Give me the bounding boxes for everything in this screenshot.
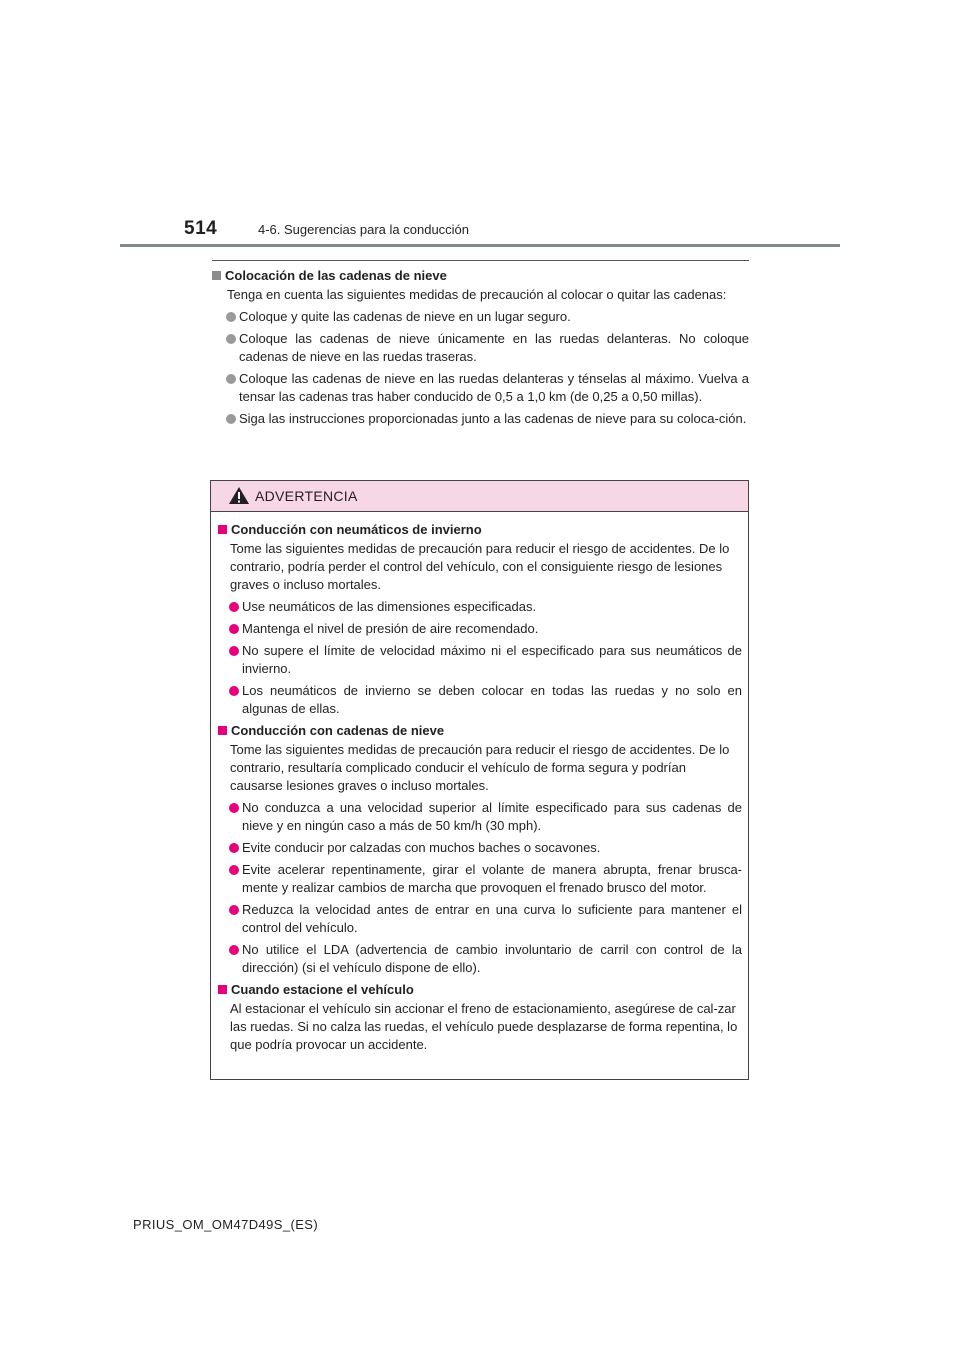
dot-bullet-icon xyxy=(229,602,239,612)
list-item: Siga las instrucciones proporcionadas junto a las cadenas de nieve para su coloca-ción. xyxy=(212,410,749,428)
square-bullet-icon xyxy=(218,985,227,994)
warning-intro: Tome las siguientes medidas de precaución para reducir el riesgo de accidentes. De lo contrario, podría perder el control del vehículo, con el consiguiente riesgo de lesiones graves o incluso mortales. xyxy=(230,541,730,592)
list-item: Use neumáticos de las dimensiones especificadas. xyxy=(218,598,742,616)
list-item: Coloque y quite las cadenas de nieve en un lugar seguro. xyxy=(212,308,749,326)
warning-box xyxy=(210,480,749,1080)
section-intro: Tenga en cuenta las siguientes medidas de precaución al colocar o quitar las cadenas: xyxy=(227,287,727,302)
warning-header xyxy=(211,481,748,512)
list-item: No utilice el LDA (advertencia de cambio involuntario de carril con control de la dirección) (si el vehículo dispone de ello). xyxy=(218,941,742,977)
dot-bullet-icon xyxy=(226,374,236,384)
dot-bullet-icon xyxy=(229,865,239,875)
header-rule xyxy=(120,244,840,247)
dot-bullet-icon xyxy=(229,646,239,656)
dot-bullet-icon xyxy=(229,624,239,634)
warning-title: ADVERTENCIA xyxy=(255,488,358,504)
dot-bullet-icon xyxy=(229,945,239,955)
warning-heading: Cuando estacione el vehículo xyxy=(218,981,742,999)
square-bullet-icon xyxy=(218,726,227,735)
document-code: PRIUS_OM_OM47D49S_(ES) xyxy=(133,1217,319,1232)
list-item: Los neumáticos de invierno se deben colocar en todas las ruedas y no solo en algunas de ellas. xyxy=(218,682,742,718)
dot-bullet-icon xyxy=(226,312,236,322)
list-item: Mantenga el nivel de presión de aire recomendado. xyxy=(218,620,742,638)
dot-bullet-icon xyxy=(229,905,239,915)
warning-heading: Conducción con cadenas de nieve xyxy=(218,722,742,740)
section-divider xyxy=(212,260,749,261)
list-item: Coloque las cadenas de nieve en las ruedas delanteras y ténselas al máximo. Vuelva a tensar las cadenas tras haber conducido de 0,5 a 1,0 km (de 0,25 a 0,50 millas). xyxy=(212,370,749,406)
list-item: No conduzca a una velocidad superior al límite especificado para sus cadenas de nieve y en ningún caso a más de 50 km/h (30 mph). xyxy=(218,799,742,835)
list-item: Evite conducir por calzadas con muchos baches o socavones. xyxy=(218,839,742,857)
list-item: No supere el límite de velocidad máximo ni el especificado para sus neumáticos de invierno. xyxy=(218,642,742,678)
list-item: Reduzca la velocidad antes de entrar en una curva lo suficiente para mantener el control del vehículo. xyxy=(218,901,742,937)
list-item: Evite acelerar repentinamente, girar el volante de manera abrupta, frenar brusca-mente y realizar cambios de marcha que provoquen el frenado brusco del motor. xyxy=(218,861,742,897)
dot-bullet-icon xyxy=(226,414,236,424)
warning-intro: Tome las siguientes medidas de precaución para reducir el riesgo de accidentes. De lo contrario, resultaría complicado conducir el vehículo de forma segura y podrían causarse lesiones graves o incluso mortales. xyxy=(230,742,730,793)
dot-bullet-icon xyxy=(226,334,236,344)
warning-heading: Conducción con neumáticos de invierno xyxy=(218,521,742,539)
list-item: Coloque las cadenas de nieve únicamente en las ruedas delanteras. No coloque cadenas de nieve en las ruedas traseras. xyxy=(212,330,749,366)
warning-intro: Al estacionar el vehículo sin accionar el freno de estacionamiento, asegúrese de cal-zar las ruedas. Si no calza las ruedas, el vehículo puede desplazarse de forma repentina, lo que podría provocar un accidente. xyxy=(230,1001,738,1052)
dot-bullet-icon xyxy=(229,803,239,813)
section-heading: Colocación de las cadenas de nieve xyxy=(212,267,749,285)
warning-triangle-icon xyxy=(228,486,250,505)
page-number: 514 xyxy=(184,218,218,239)
dot-bullet-icon xyxy=(229,843,239,853)
snow-chains-section xyxy=(212,267,749,432)
square-bullet-icon xyxy=(212,271,221,280)
square-bullet-icon xyxy=(218,525,227,534)
warning-body xyxy=(211,512,748,1054)
section-title: 4-6. Sugerencias para la conducción xyxy=(258,222,470,237)
dot-bullet-icon xyxy=(229,686,239,696)
